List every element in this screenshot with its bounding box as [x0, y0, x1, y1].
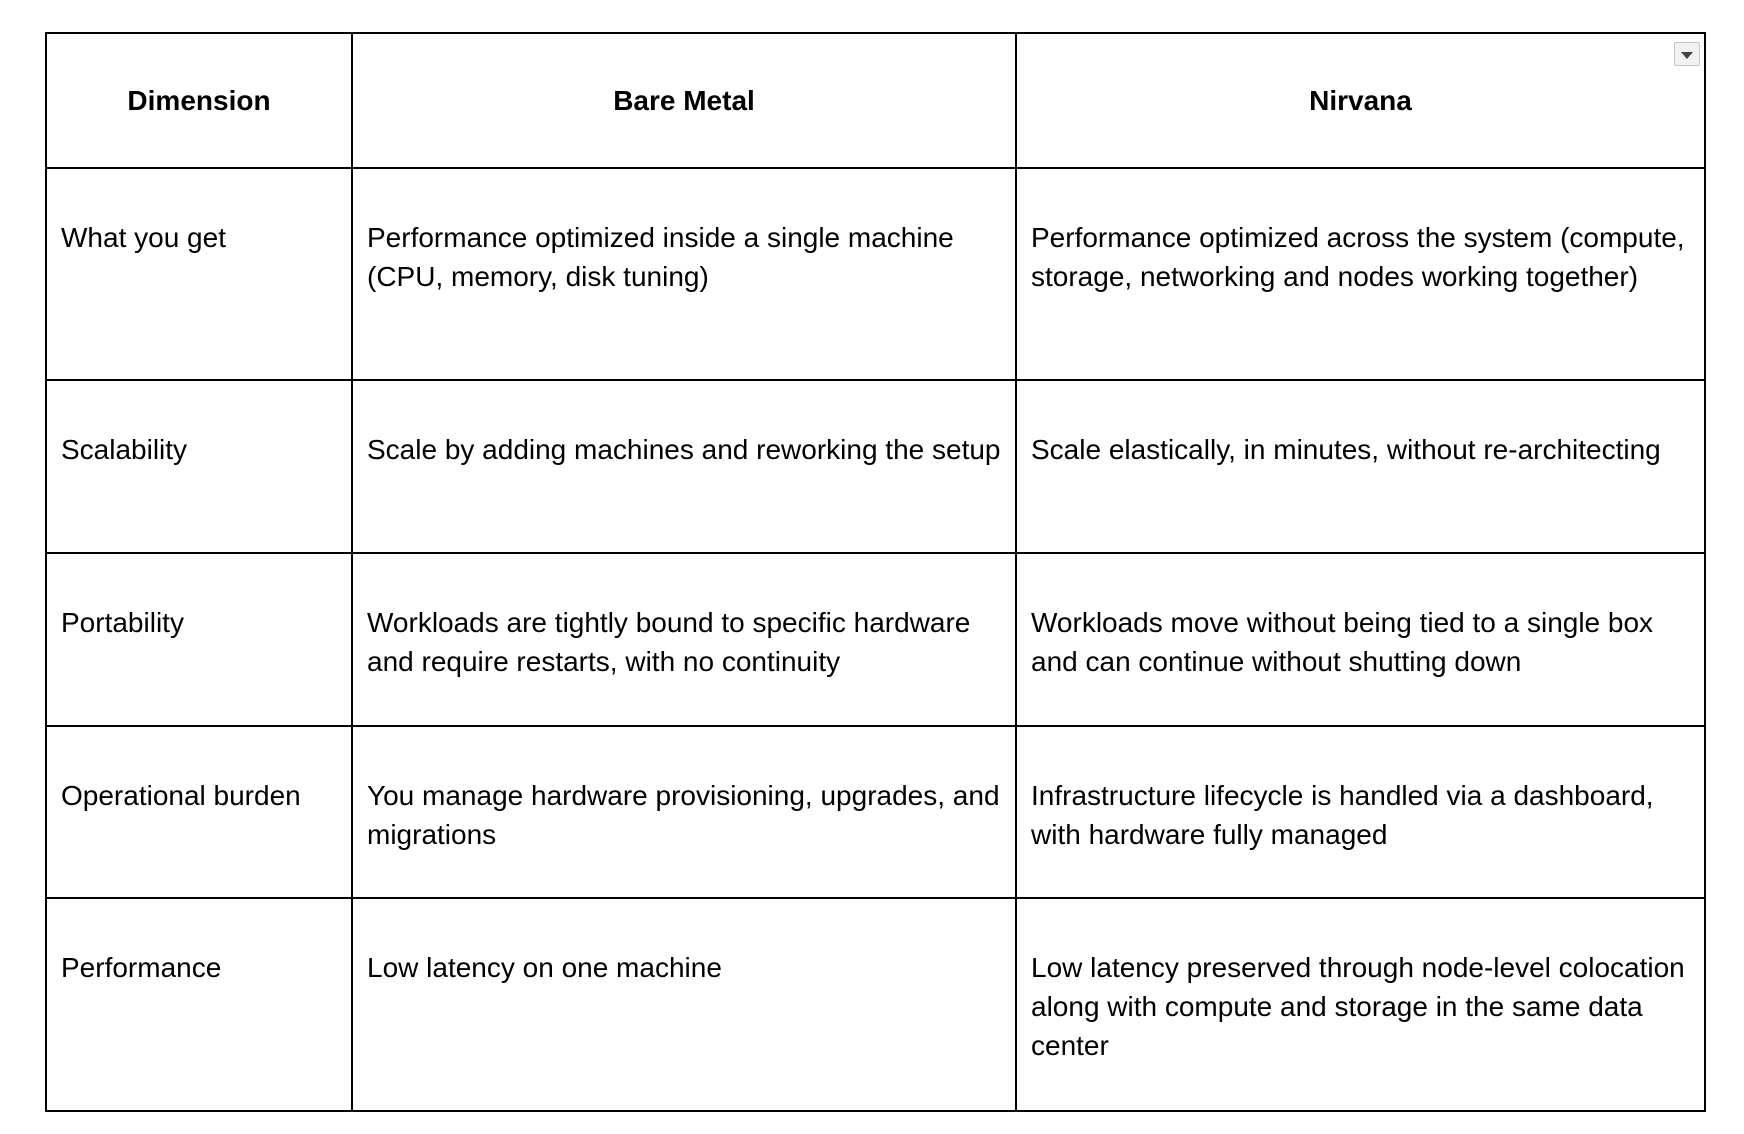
table-row — [46, 898, 1705, 1111]
nirvana-cell: Scale elastically, in minutes, without re-architecting — [1016, 380, 1705, 553]
dimension-cell: Operational burden — [46, 726, 352, 898]
table-menu-button[interactable] — [1674, 42, 1700, 66]
dimension-cell: Performance — [46, 898, 352, 1111]
dimension-cell: What you get — [46, 168, 352, 380]
table-row — [46, 553, 1705, 726]
bare-metal-cell: Workloads are tightly bound to specific hardware and require restarts, with no continuity — [352, 553, 1016, 726]
dimension-cell: Portability — [46, 553, 352, 726]
nirvana-cell: Workloads move without being tied to a single box and can continue without shutting down — [1016, 553, 1705, 726]
bare-metal-cell: Low latency on one machine — [352, 898, 1016, 1111]
bare-metal-cell: Scale by adding machines and reworking the setup — [352, 380, 1016, 553]
dimension-cell: Scalability — [46, 380, 352, 553]
chevron-down-icon — [1681, 52, 1693, 59]
comparison-table — [45, 32, 1706, 1112]
table-row — [46, 726, 1705, 898]
table-header-row — [46, 33, 1705, 168]
table-row — [46, 380, 1705, 553]
nirvana-cell: Performance optimized across the system (compute, storage, networking and nodes working together) — [1016, 168, 1705, 380]
nirvana-cell: Low latency preserved through node-level colocation along with compute and storage in the same data center — [1016, 898, 1705, 1111]
table-row — [46, 168, 1705, 380]
bare-metal-cell: You manage hardware provisioning, upgrades, and migrations — [352, 726, 1016, 898]
column-header-bare-metal: Bare Metal — [352, 33, 1016, 168]
comparison-table-container — [45, 32, 1706, 1112]
bare-metal-cell: Performance optimized inside a single machine (CPU, memory, disk tuning) — [352, 168, 1016, 380]
column-header-nirvana: Nirvana — [1016, 33, 1705, 168]
nirvana-cell: Infrastructure lifecycle is handled via a dashboard, with hardware fully managed — [1016, 726, 1705, 898]
column-header-dimension: Dimension — [46, 33, 352, 168]
